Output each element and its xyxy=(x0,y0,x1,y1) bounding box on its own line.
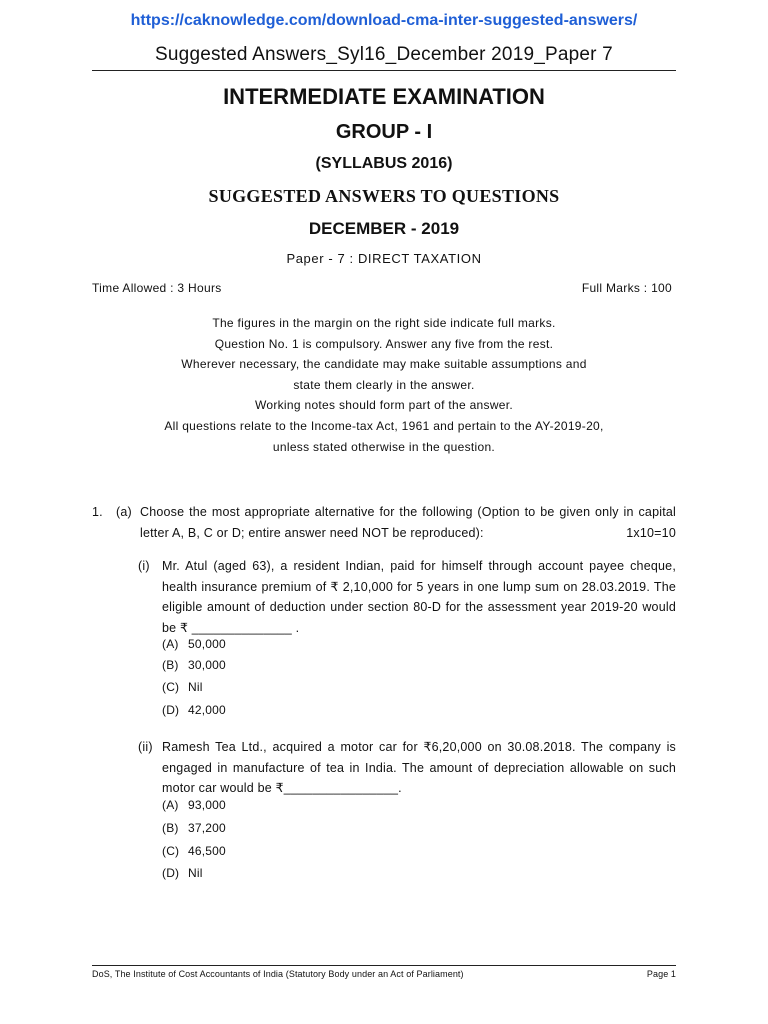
group-title: GROUP - I xyxy=(335,121,433,143)
syllabus-title: (SYLLABUS 2016) xyxy=(315,155,453,172)
option-label: (D) xyxy=(162,866,180,880)
footer-divider xyxy=(92,965,676,966)
option-value: 46,500 xyxy=(188,844,226,858)
option-label: (A) xyxy=(162,798,179,812)
time-allowed: Time Allowed : 3 Hours xyxy=(92,281,222,295)
instruction-line: Question No. 1 is compulsory. Answer any five from the rest. xyxy=(214,336,554,351)
instruction-line: Wherever necessary, the candidate may make suitable assumptions and xyxy=(181,357,587,372)
exam-title: INTERMEDIATE EXAMINATION xyxy=(223,84,545,109)
option-label: (C) xyxy=(162,844,180,858)
option-value: 93,000 xyxy=(188,798,226,812)
option-item xyxy=(162,703,226,717)
option-label: (D) xyxy=(162,703,180,717)
option-value: Nil xyxy=(188,866,203,880)
option-value: 30,000 xyxy=(188,658,226,672)
question-part: (a) xyxy=(116,505,132,519)
option-item xyxy=(162,844,226,858)
option-label: (B) xyxy=(162,658,179,672)
footer-institute: DoS, The Institute of Cost Accountants of India (Statutory Body under an Act of Parliament) xyxy=(92,969,464,979)
option-value: Nil xyxy=(188,680,203,694)
source-url-link[interactable]: https://caknowledge.com/download-cma-inter-suggested-answers/ xyxy=(130,12,638,29)
suggested-answers-title: SUGGESTED ANSWERS TO QUESTIONS xyxy=(208,186,560,206)
question-number: 1. xyxy=(92,505,103,519)
sub-question-text: Ramesh Tea Ltd., acquired a motor car for ₹6,20,000 on 30.08.2018. The company is engaged in manufacture of tea in India. The amount of depreciation allowable on such motor car would be ₹________________. xyxy=(162,740,676,795)
option-label: (A) xyxy=(162,637,179,651)
sub-question-number: (i) xyxy=(138,559,150,573)
instructions-block xyxy=(0,313,768,457)
option-label: (C) xyxy=(162,680,180,694)
page-footer xyxy=(92,969,676,979)
option-item xyxy=(162,798,226,812)
option-value: 50,000 xyxy=(188,637,226,651)
option-item xyxy=(162,866,203,880)
instruction-line: unless stated otherwise in the question. xyxy=(272,439,496,454)
paper-title: Paper - 7 : DIRECT TAXATION xyxy=(286,251,482,266)
question-text: Choose the most appropriate alternative for the following (Option to be given only in capital letter A, B, C or D; entire answer need NOT be reproduced): xyxy=(140,505,676,540)
header-divider xyxy=(92,70,676,71)
instruction-line: The figures in the margin on the right side indicate full marks. xyxy=(212,316,556,330)
option-value: 37,200 xyxy=(188,821,226,835)
option-item xyxy=(162,680,203,694)
page-number: Page 1 xyxy=(646,969,676,979)
full-marks: Full Marks : 100 xyxy=(581,281,672,295)
option-item xyxy=(162,821,226,835)
sub-question-number: (ii) xyxy=(138,740,153,754)
option-value: 42,000 xyxy=(188,703,226,717)
option-item xyxy=(162,658,226,672)
option-label: (B) xyxy=(162,821,179,835)
instruction-line: All questions relate to the Income-tax Act, 1961 and pertain to the AY-2019-20, xyxy=(164,418,604,433)
sub-question-text: Mr. Atul (aged 63), a resident Indian, paid for himself through account payee cheque, health insurance premium of ₹ 2,10,000 for 5 years in one lump sum on 28.03.2019. The eligible amount of deduction under section 80-D for the assessment year 2019-20 would be ₹ ______________ . xyxy=(162,559,676,635)
exam-meta-row xyxy=(92,281,672,295)
option-item xyxy=(162,637,226,651)
page-header: Suggested Answers_Syl16_December 2019_Paper 7 xyxy=(155,44,613,65)
session-title: DECEMBER - 2019 xyxy=(308,219,460,238)
instruction-line: state them clearly in the answer. xyxy=(293,377,475,392)
instruction-line: Working notes should form part of the answer. xyxy=(254,398,514,413)
question-marks: 1x10=10 xyxy=(626,525,676,540)
